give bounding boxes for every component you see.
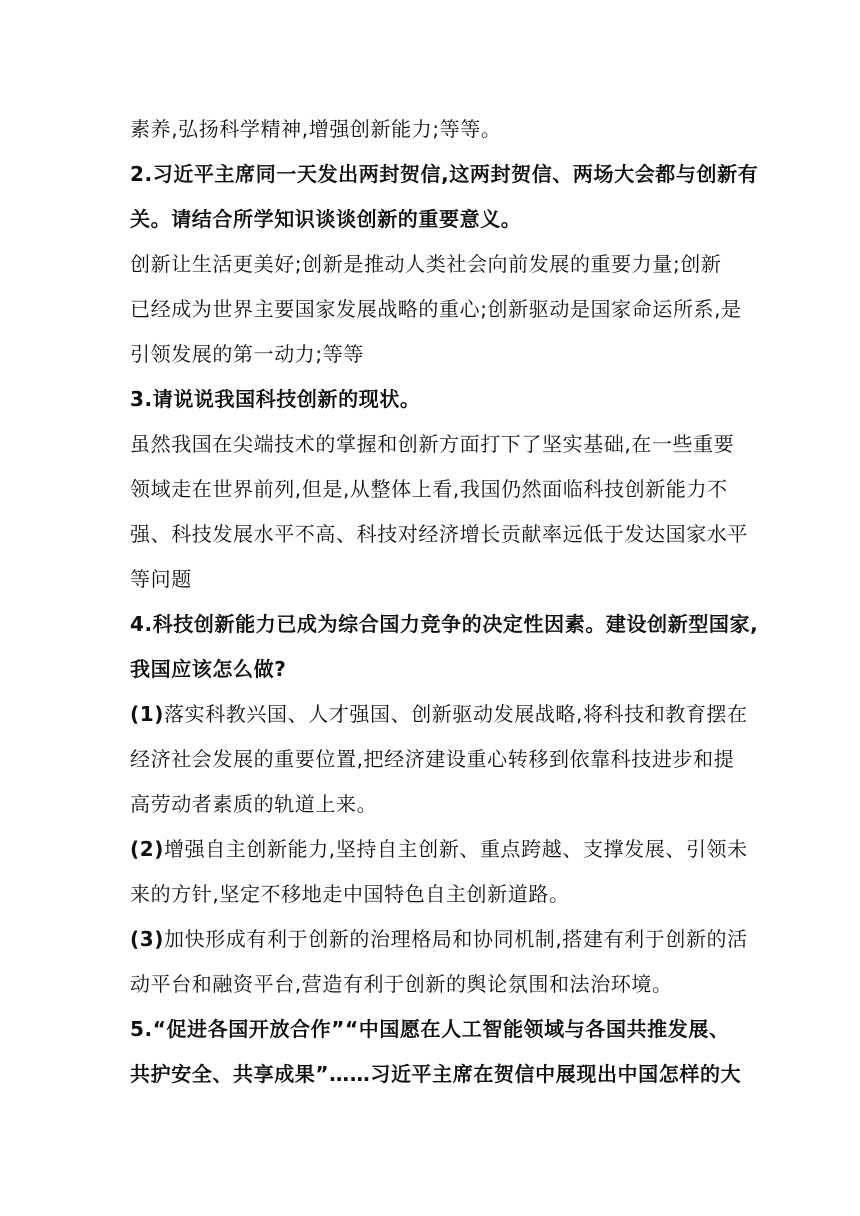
answer-line: 经济社会发展的重要位置,把经济建设重心转移到依靠科技进步和提 [130, 747, 735, 771]
question-line: 共护安全、共享成果”……习近平主席在贺信中展现出中国怎样的大 [130, 1062, 742, 1086]
item-text: 增强自主创新能力,坚持自主创新、重点跨越、支撑发展、引领未 [164, 837, 748, 861]
answer-line: 引领发展的第一动力;等等 [130, 342, 364, 366]
answer-line: 已经成为世界主要国家发展战略的重心;创新驱动是国家命运所系,是 [130, 297, 742, 321]
item-text: 落实科教兴国、人才强国、创新驱动发展战略,将科技和教育摆在 [164, 702, 748, 726]
answer-line: 高劳动者素质的轨道上来。 [130, 792, 378, 816]
item-text: 加快形成有利于创新的治理格局和协同机制,搭建有利于创新的活 [164, 927, 748, 951]
question-line: 3.请说说我国科技创新的现状。 [130, 387, 421, 411]
item-label: (1) [130, 702, 164, 726]
question-line: 5.“促进各国开放合作”“中国愿在人工智能领域与各国共推发展、 [130, 1017, 730, 1041]
answer-item-line [130, 835, 748, 863]
answer-line: 等问题 [130, 567, 192, 591]
question-line: 2.习近平主席同一天发出两封贺信,这两封贺信、两场大会都与创新有 [130, 162, 759, 186]
answer-item-line [130, 700, 748, 728]
answer-line: 来的方针,坚定不移地走中国特色自主创新道路。 [130, 882, 570, 906]
question-line: 关。请结合所学知识谈谈创新的重要意义。 [130, 207, 522, 231]
question-line: 4.科技创新能力已成为综合国力竞争的决定性因素。建设创新型国家, [130, 612, 759, 636]
answer-line: 动平台和融资平台,营造有利于创新的舆论氛围和法治环境。 [130, 972, 673, 996]
answer-line: 素养,弘扬科学精神,增强创新能力;等等。 [130, 117, 502, 141]
answer-line: 创新让生活更美好;创新是推动人类社会向前发展的重要力量;创新 [130, 252, 722, 276]
answer-line: 强、科技发展水平不高、科技对经济增长贡献率远低于发达国家水平 [130, 522, 748, 546]
answer-line: 领域走在世界前列,但是,从整体上看,我国仍然面临科技创新能力不 [130, 477, 728, 501]
question-line: 我国应该怎么做? [130, 657, 287, 681]
answer-item-line [130, 925, 748, 953]
answer-line: 虽然我国在尖端技术的掌握和创新方面打下了坚实基础,在一些重要 [130, 432, 735, 456]
item-label: (3) [130, 927, 164, 951]
item-label: (2) [130, 837, 164, 861]
